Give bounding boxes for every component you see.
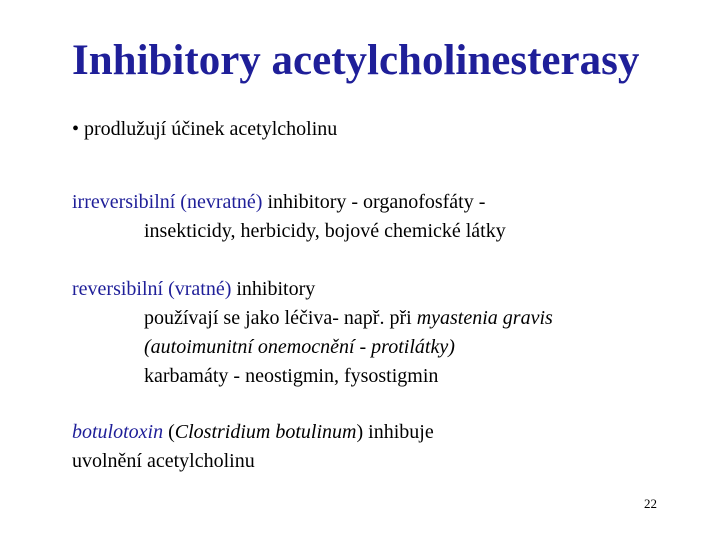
- reversible-line-4: karbamáty - neostigmin, fysostigmin: [144, 365, 439, 387]
- reversible-line-3: (autoimunitní onemocnění - protilátky): [144, 336, 455, 358]
- reversible-line-2: [72, 304, 553, 333]
- reversible-line-2-prefix: používají se jako léčiva- např. při: [144, 307, 417, 329]
- irreversible-line-2: insekticidy, herbicidy, bojové chemické látky: [144, 220, 506, 242]
- reversible-block: [72, 275, 553, 391]
- botulotoxin-close: ) inhibuje: [356, 421, 434, 443]
- botulotoxin-term: botulotoxin: [72, 421, 164, 443]
- botulotoxin-open: (: [163, 421, 175, 443]
- botulotoxin-line-2: uvolnění acetylcholinu: [72, 450, 255, 472]
- bullet-item: [72, 118, 337, 141]
- bullet-mark: •: [72, 118, 80, 140]
- disease-name: myastenia gravis: [416, 307, 553, 329]
- botulotoxin-block: [72, 418, 434, 476]
- irreversible-term: irreversibilní (nevratné): [72, 191, 263, 213]
- reversible-term: reversibilní (vratné): [72, 278, 232, 300]
- reversible-rest: inhibitory: [231, 278, 316, 300]
- irreversible-line-1: [72, 188, 506, 217]
- irreversible-block: [72, 188, 506, 246]
- slide-title: Inhibitory acetylcholinesterasy: [72, 37, 640, 84]
- reversible-line-1: [72, 275, 553, 304]
- bullet-text: prodlužují účinek acetylcholinu: [84, 118, 338, 140]
- bacterium-name: Clostridium botulinum: [174, 421, 357, 443]
- page-number: 22: [644, 496, 657, 511]
- botulotoxin-line-1: [72, 418, 434, 447]
- irreversible-rest: inhibitory - organofosfáty -: [262, 191, 486, 213]
